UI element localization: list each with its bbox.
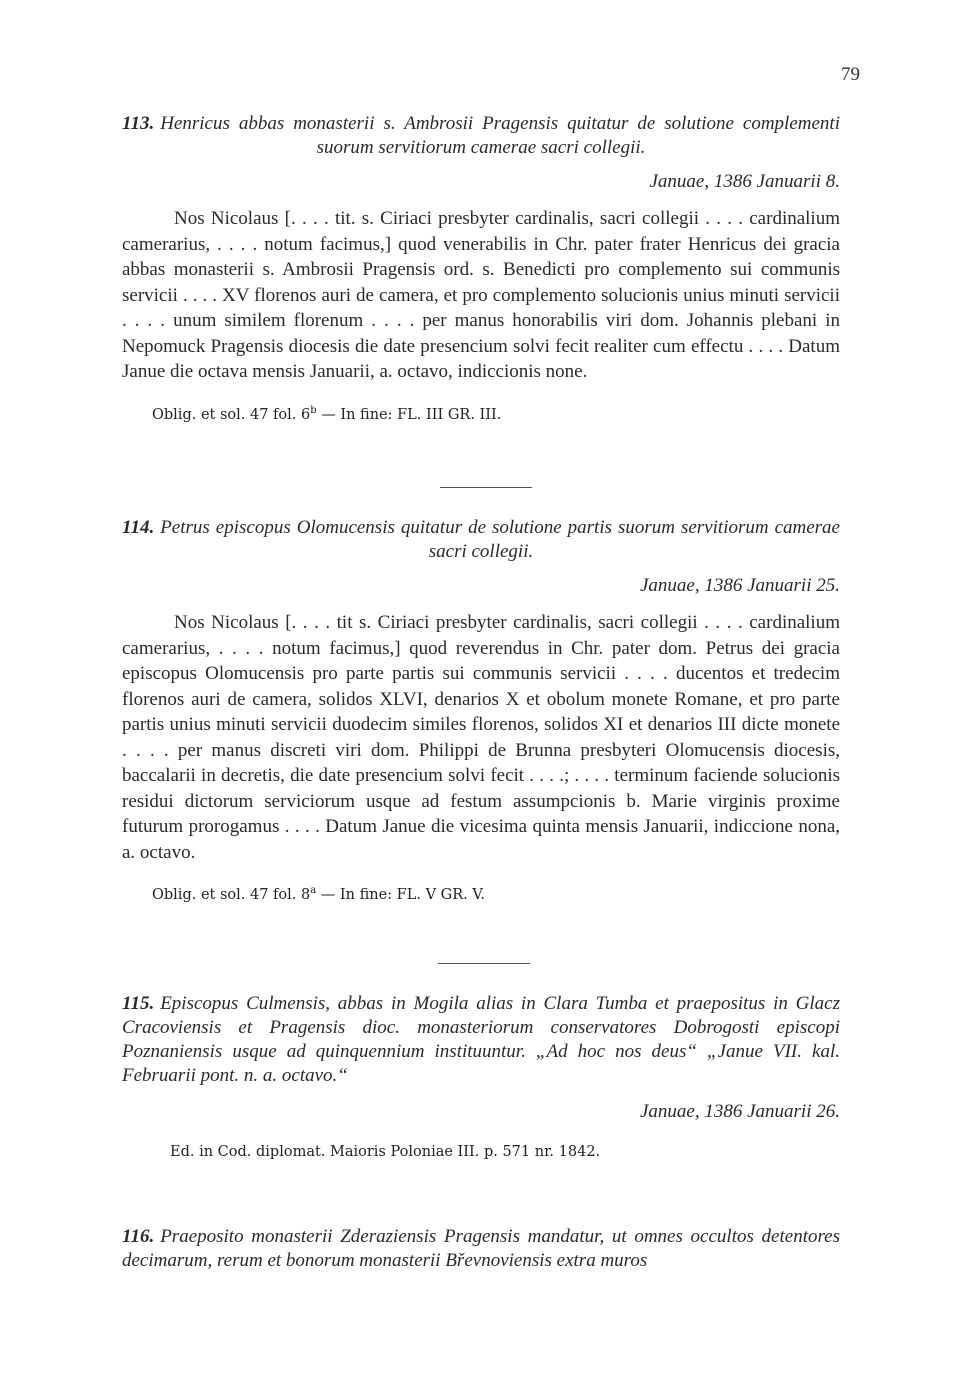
entry-date: Januae, 1386 Januarii 8. bbox=[649, 171, 840, 192]
section-divider bbox=[440, 487, 532, 488]
entry-note bbox=[152, 881, 840, 905]
note-superscript: b bbox=[310, 404, 317, 416]
entry-115 bbox=[122, 992, 840, 1162]
entry-heading-text: Petrus episcopus Olomucensis quitatur de solutione partis suorum servitiorum camerae sacri collegii. bbox=[160, 517, 840, 562]
entry-date: Januae, 1386 Januarii 25. bbox=[639, 575, 840, 596]
page-number: 79 bbox=[841, 64, 860, 85]
entry-date: Januae, 1386 Januarii 26. bbox=[639, 1101, 840, 1122]
entry-body: Nos Nicolaus [. . . . tit s. Ciriaci presbyter cardinalis, sacri collegii . . . . cardinalium camerarius, . . . . notum facimus,] quod reverendus in Chr. pater dom. Petrus dei gracia episcopus Olomucensis pro parte partis sui communis servicii . . . . ducentos et tredecim florenos auri de camera, solidos XLVI, denarios X et obolum monete Romane, et pro parte partis unius minuti servicii duodecim similes florenos, solidos XI et denarios III dicte monete . . . . per manus discreti viri dom. Philippi de Brunna presbyteri Olomucensis diocesis, baccalarii in decretis, die date presencium solvi fecit . . . .; . . . . terminum faciende solucionis residui dictorum serviciorum usque ad festum assumpcionis b. Marie virginis proxime futurum prorogamus . . . . Datum Janue die vicesima quinta mensis Januarii, indiccione nona, a. octavo. bbox=[122, 612, 840, 863]
entry-114 bbox=[122, 516, 840, 905]
note-text: Oblig. et sol. 47 fol. 6 bbox=[152, 406, 311, 423]
note-superscript: a bbox=[310, 885, 317, 896]
entry-number: 114. bbox=[122, 517, 155, 538]
entry-heading-text: Henricus abbas monasterii s. Ambrosii Pragensis quitatur de solutione complementi suorum servitiorum camerae sacri collegii. bbox=[160, 113, 840, 158]
entry-heading bbox=[122, 516, 840, 564]
entry-number: 115. bbox=[122, 993, 155, 1014]
entry-heading bbox=[122, 112, 840, 160]
note-text-tail: — In fine: FL. V GR. V. bbox=[316, 886, 485, 903]
section-divider bbox=[438, 963, 530, 964]
entry-heading-text: Episcopus Culmensis, abbas in Mogila alias in Clara Tumba et praepositus in Glacz Cracoviensis et Pragensis dioc. monasteriorum conservatores Dobrogosti episcopi Poznaniensis usque ad quinquennium instituuntur. „Ad hoc nos deus“ „Janue VII. kal. Februarii pont. n. a. octavo.“ bbox=[122, 993, 840, 1086]
entry-heading-text: Praeposito monasterii Zderaziensis Pragensis mandatur, ut omnes occultos detentores decimarum, rerum et bonorum monasterii Břevnoviensis extra muros bbox=[122, 1226, 840, 1271]
entry-116 bbox=[122, 1225, 840, 1273]
entry-note bbox=[152, 401, 840, 425]
entry-body: Nos Nicolaus [. . . . tit. s. Ciriaci presbyter cardinalis, sacri collegii . . . . cardinalium camerarius, . . . . notum facimus,] quod venerabilis in Chr. pater frater Henricus dei gracia abbas monasterii s. Ambrosii Pragensis ord. s. Benedicti pro complemento sui communis servicii . . . . XV florenos auri de camera, et pro complemento solucionis unius minuti servicii . . . . unum similem florenum . . . . per manus honorabilis viri dom. Johannis plebani in Nepomuck Pragensis diocesis die date presencium solvi fecit realiter cum effectu . . . . Datum Janue die octava mensis Januarii, a. octavo, indiccionis none. bbox=[122, 208, 840, 382]
entry-heading bbox=[122, 1225, 840, 1273]
entry-113 bbox=[122, 112, 840, 424]
note-text-tail: — In fine: FL. III GR. III. bbox=[316, 406, 502, 423]
entry-heading bbox=[122, 992, 840, 1088]
note-text: Oblig. et sol. 47 fol. 8 bbox=[152, 886, 311, 903]
entry-note: Ed. in Cod. diplomat. Maioris Poloniae III. p. 571 nr. 1842. bbox=[170, 1144, 601, 1160]
entry-number: 116. bbox=[122, 1226, 155, 1247]
entry-number: 113. bbox=[122, 113, 155, 134]
